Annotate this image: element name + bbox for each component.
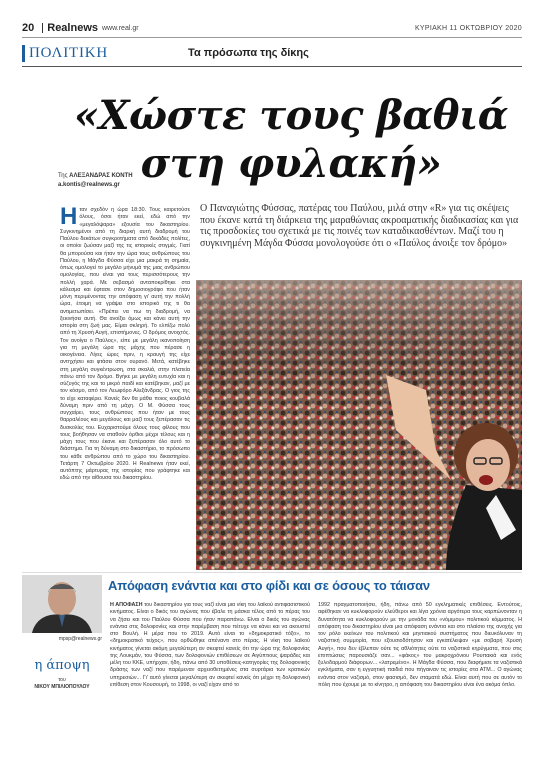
author-email: mpsp@realnews.gr [58,636,102,642]
byline [58,172,133,190]
crowd-photo-image [196,280,522,570]
dropcap: Η [60,203,78,230]
crowd-photo [196,280,522,570]
opinion-lead-word: Η ΑΠΟΦΑΣΗ [110,602,143,608]
opinion-text-1: του δικαστηρίου για τους ναζί είναι μια νίκη του λαϊκού αντιφασιστικού κινήματος. Είναι ο δικός του αγώνας που έβαλε τη μάσκα τέλος από το πέρας του να ζήσει και του Παύλου Φύσσα που ήταν παραπάνω. Είναι ο δικός του αγώνας ενάντια στις δολοφονίες και στην παρέμβαση που πέτυχε να κάνει και να ακουστεί στο Βουλή. Η μέρα που το 2019. Αυτό είναι το «δημοκρατικό τόξο», το «δημοκρατικό τείχος», που ορθώθηκε απέναντι στο πέρας. Η νίκη του λαϊκού κινήματος γίνεται ακόμη μεγαλύτερη αν σκεφτεί κανείς ότι την ώρα της δολοφονίας της Λουκμάν, του Φύσσα, των δολοφονιών επιθέσεων σε Αιγύπτιους ψαράδες και μέλη του ΚΚΕ, υπήρχαν, ήδη, πάνω από 30 υποθέσεις-κατηγορίες της δολοφονικής δράσης των ναζί που παρέμεναν αρχειοθετημένες στα συρτάρια των κρατικών υπηρεσιών... Γι' αυτό γίνεται μεγαλύτερη αν σκεφτεί κανείς ότι μέχρι τη δολοφονική επίθεση στον Κουσουρή, το 1998, οι ναζί είχαν από το [110,602,310,688]
opinion-column-2: 1992 πραγματοποιήσει, ήδη, πάνω από 50 εγκληματικές επιθέσεις. Εντούτοις, αφέθηκαν να κυκλοφορούν ελεύθεροι και λίγα χρόνια αργότερα τους καρπώνονταν η δυνατότητα να κυκλοφορούν με την μονάδα του «νόμιμου» πολιτικού κόμματος. Η απόφαση του δικαστηρίου είναι μια απόφαση ενάντια και στο πλαίσιο της ανοχής για τον ρόλο εκείνων του πολιτικού και μηντιακού συστήματος που διευκόλυναν τη ναζιστική συμμορία, που εξουσιοδότησαν και εγκατέλειψαν «με σοβαρή Χρυσή Αυγή», που δεν έβλεπαν ούτε τις αθλιότητες ούτε τα ναζιστικά κηρύγματα, που στις επιπτώσεις παρουσιάζε σαν... «φάκος» του μακροχρόνιου Ρουπακιά και ενός ξυλοδαρμού διάφορων... «λατρεμένο». Η Μάγδα Φύσσα, που διαφήμισε τα ναζιστικά εγκλήματα, σαν η εγγυητική παιδιά που πήγαιναν τις ιστορίες στα ΑΤΜ... Ο αγώνας ενάντια στον ναζισμό, στον φασισμό, δεν σταματά εδώ. Είναι αυτή που σε αυτόν το πόλη που έχουμε με το κίνητρο, η απόφαση του δικαστηρίου είναι ένα ακόμα όπλο. [318,602,522,688]
author-avatar [22,575,102,633]
section-label: ΠΟΛΙΤΙΚΗ [22,45,108,62]
byline-author: ΑΛΕΞΑΝΔΡΑΣ ΚΟΝΤΗ [69,173,133,179]
opinion-author-prefix: του [58,677,66,683]
section-tag: Τα πρόσωπα της δίκης [188,47,309,59]
author-portrait [22,575,102,633]
section-rule [22,66,522,67]
opinion-subheading: Απόφαση ενάντια και στο φίδι και σε όσους το τάισαν [108,578,430,593]
header-divider [42,23,43,33]
opinion-label-block [22,658,102,691]
opinion-author-name: ΝΙΚΟΥ ΜΠΙΛΙΟΠΟΥΛΟΥ [34,684,90,690]
issue-date: ΚΥΡΙΑΚΗ 11 ΟΚΤΩΒΡΙΟΥ 2020 [414,24,522,32]
article-intro: Ο Παναγιώτης Φύσσας, πατέρας του Παύλου, μιλά στην «R» για τις σκέψεις που έκανε κατά τη διάρκεια της μαραθώνιας ακροαματικής διαδικασίας και για τις προσδοκίες του σχετικά με τις ποινές των καταδικασθέντων. Μαζί του η συγκινημένη Μάγδα Φύσσα μονολογούσε ότι ο «Παύλος άνοιξε τον δρόμο» [200,203,519,249]
page-number: 20 [22,22,35,34]
opinion-column-1 [110,602,310,689]
brand-logo: Realnews [47,22,98,34]
header-rule [22,37,522,38]
section-bar [22,42,522,64]
byline-email: a.kontis@realnews.gr [58,182,120,188]
headline: «Χώστε τους βαθιά στη φυλακή» [73,92,509,187]
page-header [22,20,522,36]
byline-prefix: Της [58,173,68,179]
opinion-author-box [22,575,102,755]
opinion-label: η άποψη [34,658,90,673]
lead-column [60,203,190,483]
opinion-author [22,677,102,691]
lower-rule [22,572,522,573]
site-url: www.real.gr [102,24,139,32]
lead-text: ταν σχεδόν η ώρα 18:30. Τους καιρετούσε όλους, όσοι ήταν εκεί, εδώ από την «μεγαλόψαρα» εξουσία του δικαστηρίου. Συγκινημένοι από τη διαρκή αυτή διαδρομή του Παύλου δεκάτων συγκροτήματα από δεκάδες πολίτες, οι οποίοι ζωύσαν μαζί της τις ιστορικές στιγμές. Γιατί θα μπορούσα και ήταν την ώρα τους ανθρώπους του Παύλου, η Μάγδα Φύσσα είχε μια μακρά τη σημαία, όπως ομολογεί το μεγάλο μήνυμά της μιας ανθρώπου ομολογίας, που είναι για τους περισσότερους την πολλή χαρά. Με σεβασμό ανταποκρίθηκε στα κάλεσμα και έφτασε στον δημοσιογράφο που ήταν μόνη περιμένοντας την απόφαση γι' αυτή την πολλή ώρα, έτοιμη να γράψει στο ιστορικό της τι θα αντιμετωπίσει. «Πρέπει να πω τη διαδρομή, να ξεκινήσει αυτή. Θα ανοίξει όμως και κάνει αυτή την ιστορία στη ζωή μας. Είμαι σκληρή. Το ελπίζω πολύ από τη Χρυσή Αυγή, επιστήμονες. Ο δρόμος ανοιχτός. Τον ανοίγει ο Παύλος», είπε με μεγάλη ικανοποίηση για τη μεγάλη ώρα της μάχης που πέρασε η οικογένεια. Λίγες ώρες πριν, η κραυγή της είχε αντηχήσει και φτάσει στον ουρανό. Μετά, κατέβηκε στη μεγάλη συγκέντρωση, στα σκαλιά, στην πλατεία πάνω από τον δρόμο. Βγήκε με μεγάλη ευτυχία και η σύζυγός της και το μικρό παιδί και κατέβηκαν, μαζί με τον κόσμο, από τον Λεωφόρο Αλεξάνδρας. Ο γιος της το είχε καταφέρει. Κανείς δεν θα μάθει ποιος κουβαλά δύναμη πριν από τη μάχη. Ο Μ. Φύσσα τους συγχαίρει, τους ανθρώπους που ήταν με τους θαρραλέους και μεγάλους και μαζί τους ξεπέρασαν τις δυσκολίες του. Ευχαριστούμε όλους τους φίλους που τους βοήθησαν να σταθούν όρθιοι μέχρι τέλους και η μάχη τους που έκανε και ξεπέρασαν όλο αυτό το διάστημα. Για τη δύναμη στο δικαστήριο, το πρόσωπο του κάθε ανθρώπου από το χώρο του δικαστηρίου. Τετάρτη 7 Οκτωβρίου 2020. Η Realnews ήταν εκεί, αυτόπτης μάρτυρας της ιστορίας που γράφτηκε και εδώ από την αίθουσα του δικαστηρίου. [60,207,190,482]
